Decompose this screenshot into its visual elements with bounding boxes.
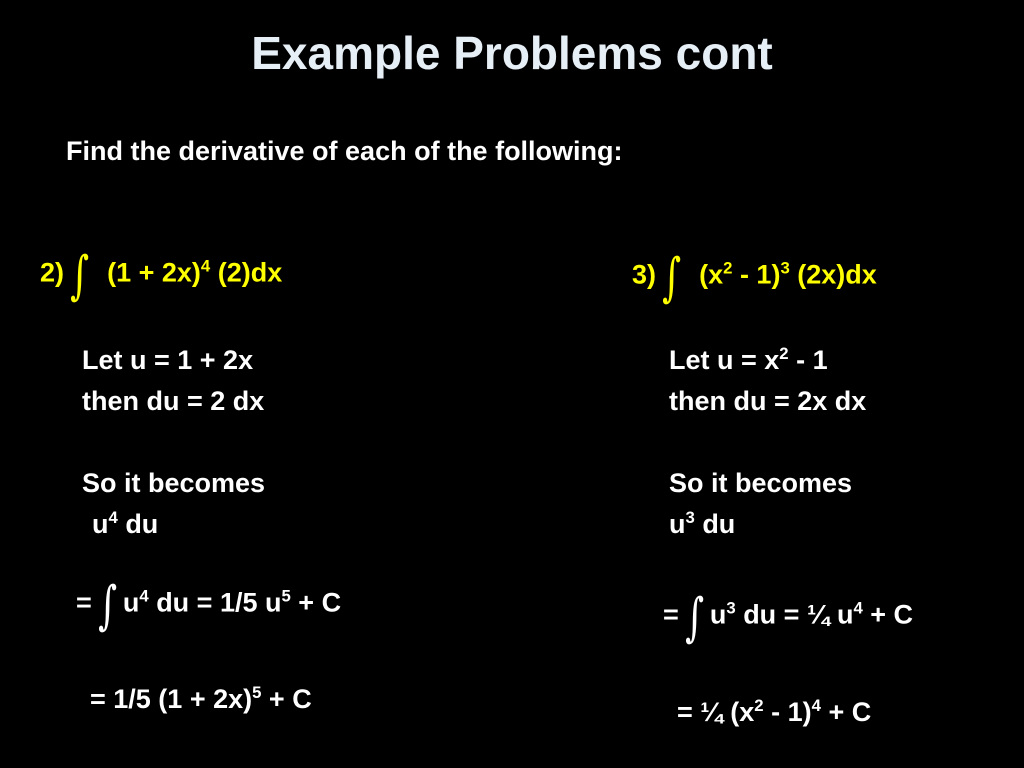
answer-base: = 1/5 (1 + 2x) [90, 684, 253, 714]
equals-sign: = [76, 587, 92, 618]
substitution-line [669, 340, 866, 381]
expr-base: u [92, 509, 109, 539]
differential-line: then du = 2x dx [669, 386, 867, 416]
differential-line: then du = 2 dx [82, 386, 265, 416]
problem-3-substitution [669, 340, 866, 422]
answer-square: 2 [754, 695, 764, 715]
answer-mid: - 1) [763, 697, 812, 727]
expr-tail: + C [290, 587, 342, 618]
equals-sign: = [663, 599, 679, 630]
integral-icon: ∫ [684, 588, 704, 648]
problem-2-becomes [82, 463, 265, 545]
sub-tail: - 1 [788, 345, 828, 375]
slide-title: Example Problems cont [251, 27, 773, 79]
expr-base: u [122, 587, 140, 618]
instruction-text: Find the derivative of each of the following: [66, 136, 623, 166]
problem-number: 3) [632, 259, 657, 290]
integrand-tail: (2)dx [210, 257, 283, 288]
problem-2-substitution [82, 340, 264, 422]
answer-exponent: 4 [811, 695, 821, 715]
answer-pre: = ¼ (x [677, 697, 755, 727]
expr-mid: du = 1/5 u [148, 587, 282, 618]
problem-3-answer [677, 697, 871, 728]
sub-pre: Let u = x [669, 345, 780, 375]
expr-exponent: 4 [108, 507, 118, 527]
result-exponent: 4 [853, 598, 863, 618]
problem-3-integration [663, 588, 914, 648]
integrand-mid: - 1) [732, 259, 781, 290]
problem-number: 2) [40, 257, 65, 288]
expr-base: u [709, 599, 727, 630]
result-exponent: 5 [281, 586, 291, 606]
becomes-expression [82, 504, 265, 545]
sub-square: 2 [779, 343, 789, 363]
integrand-tail: (2x)dx [789, 259, 877, 290]
expr-base: u [669, 509, 686, 539]
problem-3-becomes [669, 463, 852, 545]
answer-tail: + C [820, 697, 872, 727]
expr-tail: du [117, 509, 159, 539]
expr-exponent: 3 [726, 598, 736, 618]
integral-icon: ∫ [97, 576, 117, 636]
expr-tail: du [694, 509, 736, 539]
becomes-label: So it becomes [82, 468, 266, 498]
integrand-exponent: 3 [780, 258, 790, 278]
becomes-expression [669, 504, 852, 545]
integral-icon: ∫ [70, 246, 90, 306]
integrand-exponent: 4 [200, 256, 211, 276]
problem-2-statement [40, 246, 283, 306]
expr-exponent: 4 [139, 586, 149, 606]
integral-icon: ∫ [662, 248, 682, 308]
problem-2-integration [76, 576, 342, 636]
answer-tail: + C [261, 684, 312, 714]
problem-3-statement [632, 248, 877, 308]
integrand-square: 2 [723, 258, 733, 278]
becomes-label: So it becomes [669, 468, 853, 498]
expr-exponent: 3 [685, 507, 695, 527]
expr-mid: du = ¼ u [735, 599, 854, 630]
integrand-pre: (x [699, 259, 724, 290]
substitution-line: Let u = 1 + 2x [82, 345, 254, 375]
expr-tail: + C [862, 599, 914, 630]
answer-exponent: 5 [252, 682, 262, 702]
problem-2-answer [90, 684, 312, 715]
integrand-base: (1 + 2x) [107, 257, 201, 288]
